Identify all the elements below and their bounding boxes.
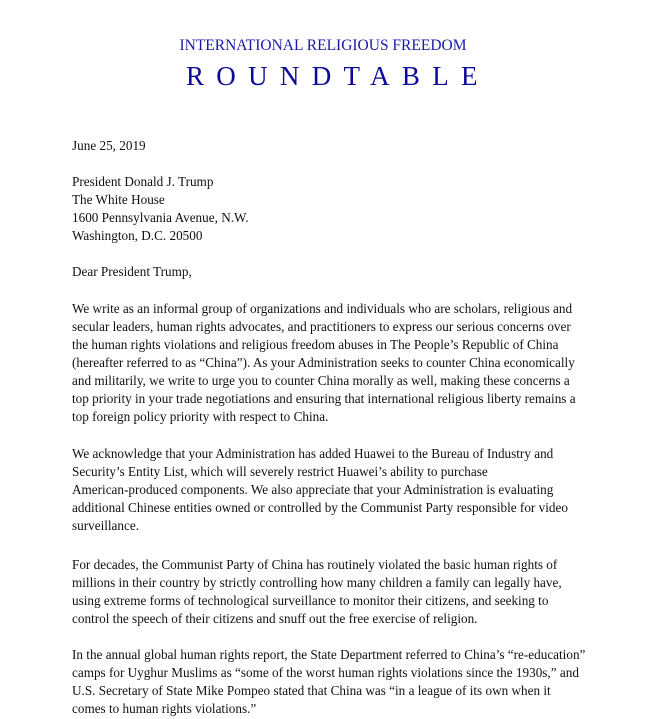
text-line: We acknowledge that your Administration has added Huawei to the Bureau of Industry and (72, 446, 554, 461)
text-line: millions in their country by strictly controlling how many children a family can legally have, (72, 575, 562, 590)
text-line: comes to human rights violations.” (72, 701, 257, 716)
paragraph-1 (72, 300, 576, 426)
salutation: Dear President Trump, (72, 264, 192, 279)
address-line: 1600 Pennsylvania Avenue, N.W. (72, 210, 249, 225)
address-line: President Donald J. Trump (72, 174, 214, 189)
text-line: We write as an informal group of organizations and individuals who are scholars, religious and (72, 301, 573, 316)
text-line: using extreme forms of technological surveillance to monitor their citizens, and seeking to (72, 593, 549, 608)
text-line: (hereafter referred to as “China”). As your Administration seeks to counter China economically (72, 355, 575, 370)
letterhead-organization: INTERNATIONAL RELIGIOUS FREEDOM (179, 37, 467, 54)
text-line: top priority in your trade negotiations and ensuring that international religious liberty remains a (72, 391, 576, 406)
recipient-address (72, 173, 249, 245)
text-line: For decades, the Communist Party of China has routinely violated the basic human rights of (72, 557, 558, 572)
address-line: Washington, D.C. 20500 (72, 228, 203, 243)
text-line: the human rights violations and religious freedom abuses in The People’s Republic of China (72, 337, 559, 352)
text-line: top foreign policy priority with respect to China. (72, 409, 329, 424)
text-line: In the annual global human rights report, the State Department referred to China’s “re-education” (72, 647, 586, 662)
text-line: U.S. Secretary of State Mike Pompeo stated that China was “in a league of its own when it (72, 683, 551, 698)
text-line: and militarily, we write to urge you to counter China morally as well, making these concerns a (72, 373, 570, 388)
paragraph-4 (72, 646, 585, 718)
paragraph-3 (72, 556, 562, 628)
letterhead-title: ROUNDTABLE (186, 61, 490, 91)
text-line: secular leaders, human rights advocates, and practitioners to express our serious concerns over (72, 319, 571, 334)
text-line: control the speech of their citizens and snuff out the free exercise of religion. (72, 611, 478, 626)
letter-date: June 25, 2019 (72, 138, 146, 153)
text-line: American-produced components. We also appreciate that your Administration is evaluating (72, 482, 554, 497)
paragraph-2 (72, 445, 568, 535)
text-line: surveillance. (72, 518, 140, 533)
text-line: Security’s Entity List, which will severely restrict Huawei’s ability to purchase (72, 464, 488, 479)
text-line: additional Chinese entities owned or controlled by the Communist Party responsible for video (72, 500, 568, 515)
address-line: The White House (72, 192, 165, 207)
text-line: camps for Uyghur Muslims as “some of the worst human rights violations since the 1930s,” and (72, 665, 579, 680)
